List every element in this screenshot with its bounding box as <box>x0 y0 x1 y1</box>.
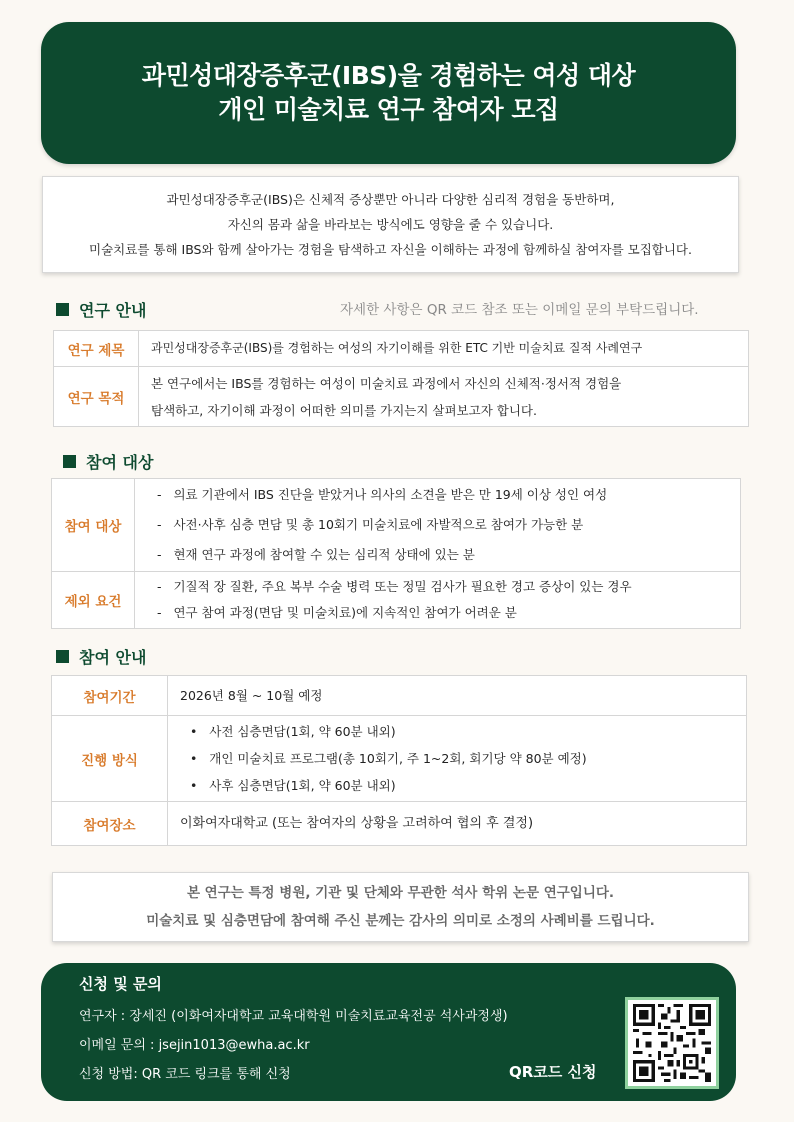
table-row <box>52 572 741 629</box>
eligible-label: 참여 대상 <box>52 479 135 572</box>
qr-code-image <box>632 1004 712 1082</box>
table-row <box>52 716 747 802</box>
page-title-line2: 개인 미술치료 연구 참여자 모집 <box>218 95 559 124</box>
period-value: 2026년 8월 ~ 10월 예정 <box>168 676 747 716</box>
apply-method: 신청 방법: QR 코드 링크를 통해 신청 <box>79 1067 291 1082</box>
eligible-list <box>135 479 741 572</box>
method-label: 진행 방식 <box>52 716 168 802</box>
place-value: 이화여자대학교 (또는 참여자의 상황을 고려하여 협의 후 결정) <box>168 802 747 846</box>
list-item: - 기질적 장 질환, 주요 복부 수술 병력 또는 정밀 검사가 필요한 경고 증상이 있는 경우 <box>157 579 632 594</box>
list-item: • 개인 미술치료 프로그램(총 10회기, 주 1~2회, 회기당 약 80분 예정) <box>190 751 587 766</box>
notice-line: 미술치료 및 심층면담에 참여해 주신 분께는 감사의 의미로 소정의 사례비를 드립니다. <box>146 913 655 929</box>
email-info[interactable]: 이메일 문의 : jsejin1013@ewha.ac.kr <box>79 1038 310 1053</box>
list-item: - 사전·사후 심층 면담 및 총 10회기 미술치료에 자발적으로 참여가 가능한 분 <box>157 517 584 532</box>
header-banner <box>41 22 736 164</box>
intro-line: 미술치료를 통해 IBS와 함께 살아가는 경험을 탐색하고 자신을 이해하는 과정에 함께하실 참여자를 모집합니다. <box>89 242 692 257</box>
intro-line: 자신의 몸과 삶을 바라보는 방식에도 영향을 줄 수 있습니다. <box>227 217 554 232</box>
list-item: - 의료 기관에서 IBS 진단을 받았거나 의사의 소견을 받은 만 19세 이상 성인 여성 <box>157 487 608 502</box>
intro-line: 과민성대장증후군(IBS)은 신체적 증상뿐만 아니라 다양한 심리적 경험을 동반하며, <box>166 192 615 207</box>
place-label: 참여장소 <box>52 802 168 846</box>
research-purpose-value: 본 연구에서는 IBS를 경험하는 여성이 미술치료 과정에서 자신의 신체적·정서적 경험을 탐색하고, 자기이해 과정이 어떠한 의미를 가지는지 살펴보고자 합니다. <box>139 367 749 427</box>
exclusion-list <box>135 572 741 629</box>
research-purpose-label: 연구 목적 <box>54 367 139 427</box>
list-item: • 사전 심층면담(1회, 약 60분 내외) <box>190 724 396 739</box>
section-note: 자세한 사항은 QR 코드 참조 또는 이메일 문의 부탁드립니다. <box>340 302 699 318</box>
contact-footer <box>41 963 736 1101</box>
intro-box <box>42 176 739 273</box>
page-title-line1: 과민성대장증후군(IBS)을 경험하는 여성 대상 <box>141 61 636 90</box>
target-table <box>51 478 741 629</box>
list-item: - 현재 연구 과정에 참여할 수 있는 심리적 상태에 있는 분 <box>157 547 475 562</box>
square-bullet-icon <box>56 303 69 316</box>
research-table <box>53 330 749 427</box>
list-item: • 사후 심층면담(1회, 약 60분 내외) <box>190 778 396 793</box>
research-title-value: 과민성대장증후군(IBS)를 경험하는 여성의 자기이해를 위한 ETC 기반 미술치료 질적 사례연구 <box>139 331 749 367</box>
section-title-participation: 참여 안내 <box>56 645 146 668</box>
participation-table <box>51 675 747 846</box>
table-row <box>54 367 749 427</box>
list-item: - 연구 참여 과정(면담 및 미술치료)에 지속적인 참여가 어려운 분 <box>157 605 517 620</box>
qr-code-icon[interactable] <box>625 997 719 1089</box>
exclusion-label: 제외 요건 <box>52 572 135 629</box>
square-bullet-icon <box>56 650 69 663</box>
table-row <box>52 479 741 572</box>
qr-label: QR코드 신청 <box>509 1063 597 1081</box>
research-title-label: 연구 제목 <box>54 331 139 367</box>
notice-box <box>52 872 749 942</box>
section-title-research: 연구 안내 <box>56 298 146 321</box>
table-row <box>52 802 747 846</box>
table-row <box>52 676 747 716</box>
notice-line: 본 연구는 특정 병원, 기관 및 단체와 무관한 석사 학위 논문 연구입니다. <box>186 885 615 901</box>
table-row <box>54 331 749 367</box>
period-label: 참여기간 <box>52 676 168 716</box>
method-list <box>168 716 747 802</box>
researcher-info: 연구자 : 장세진 (이화여자대학교 교육대학원 미술치료교육전공 석사과정생) <box>79 1009 508 1024</box>
contact-title: 신청 및 문의 <box>79 975 162 993</box>
square-bullet-icon <box>63 455 76 468</box>
section-title-target: 참여 대상 <box>63 450 153 473</box>
